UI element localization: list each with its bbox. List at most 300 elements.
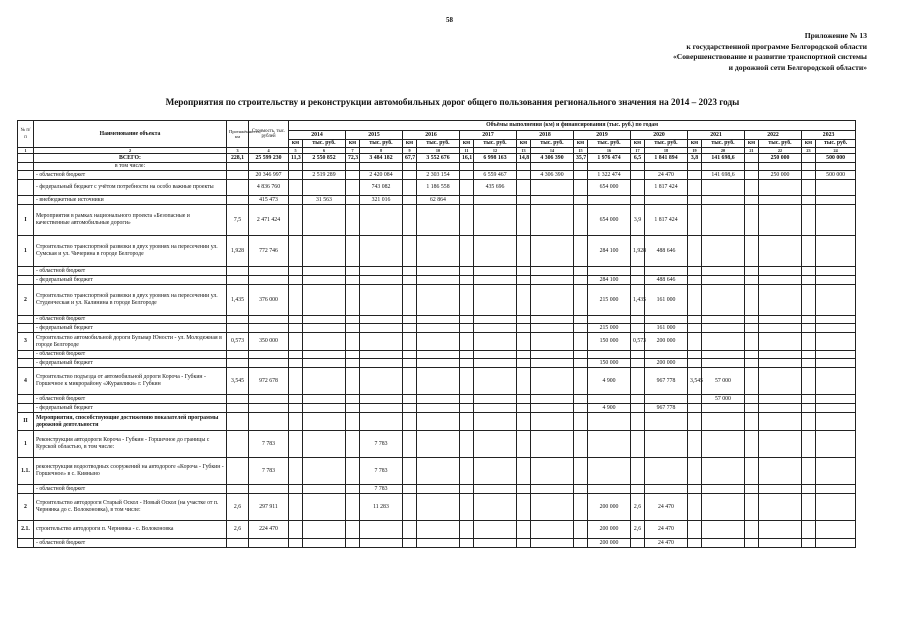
year-rub-cell [303,395,346,404]
year-rub-cell [645,163,688,171]
year-km-cell [574,413,588,431]
year-rub-cell [759,205,802,236]
year-km-cell [574,351,588,359]
year-km-cell [346,316,360,324]
year-rub-cell [702,236,745,267]
year-rub-cell [417,494,460,521]
year-rub-cell [360,316,403,324]
year-rub-cell: 1 817 424 [645,180,688,196]
cost-value: 376 000 [249,285,289,316]
year-km-cell [289,276,303,285]
year-rub-cell [588,267,631,276]
year-rub-cell [702,196,745,205]
object-name: - областной бюджет [34,395,227,404]
year-rub-cell [816,236,856,267]
year-km-cell [403,236,417,267]
length-km [227,316,249,324]
year-rub-cell [474,413,517,431]
year-rub-cell: 250 000 [759,171,802,180]
year-km-cell [289,171,303,180]
year-rub-cell [360,267,403,276]
year-km-cell [802,163,816,171]
unit-km-header: км [346,140,360,148]
object-name: - областной бюджет [34,351,227,359]
unit-km-header: км [688,140,702,148]
year-rub-cell [474,368,517,395]
year-km-cell [346,351,360,359]
year-rub-cell [702,205,745,236]
year-rub-cell: 2 420 084 [360,171,403,180]
unit-km-header: км [289,140,303,148]
row-number: 1 [18,236,34,267]
year-rub-cell [531,196,574,205]
year-rub-cell [816,267,856,276]
year-km-cell [745,494,759,521]
year-km-cell [574,494,588,521]
row-number: 1.1. [18,458,34,485]
year-km-cell [346,494,360,521]
year-km-cell [346,236,360,267]
year-rub-cell: 24 470 [645,171,688,180]
unit-km-header: км [460,140,474,148]
unit-rub-header: тыс. руб. [417,140,460,148]
row-number [18,180,34,196]
year-rub-cell [816,351,856,359]
year-rub-cell: 654 000 [588,205,631,236]
year-km-cell [403,431,417,458]
year-rub-cell: 284 100 [588,276,631,285]
year-header: 2017 [460,131,517,140]
header-length: Протяжённость, км [227,121,249,148]
year-header: 2020 [631,131,688,140]
year-header: 2022 [745,131,802,140]
year-rub-cell [531,485,574,494]
year-rub-cell [474,494,517,521]
column-number: 18 [645,148,688,154]
year-rub-cell [759,413,802,431]
unit-rub-header: тыс. руб. [759,140,802,148]
table-row [18,494,856,521]
year-km-cell [403,351,417,359]
year-rub-cell [759,395,802,404]
year-rub-cell: 1 841 894 [645,154,688,163]
year-km-cell [745,368,759,395]
year-km-cell [802,236,816,267]
year-rub-cell [531,368,574,395]
year-km-cell [688,395,702,404]
year-km-cell [346,359,360,368]
year-rub-cell [816,404,856,413]
year-km-cell [688,494,702,521]
table-row [18,404,856,413]
unit-rub-header: тыс. руб. [531,140,574,148]
year-rub-cell [759,539,802,548]
year-km-cell [289,485,303,494]
year-km-cell [403,196,417,205]
year-km-cell: 72,3 [346,154,360,163]
header-cost: Стоимость, тыс. рублей [249,121,289,148]
year-rub-cell [417,485,460,494]
year-rub-cell: 200 000 [588,539,631,548]
year-rub-cell [702,316,745,324]
year-km-cell [517,368,531,395]
year-rub-cell [303,458,346,485]
year-km-cell [631,180,645,196]
object-name: - федеральный бюджет [34,404,227,413]
year-km-cell [403,205,417,236]
year-km-cell [460,171,474,180]
year-km-cell [403,276,417,285]
year-km-cell [517,404,531,413]
year-rub-cell [360,413,403,431]
year-rub-cell [816,180,856,196]
year-rub-cell [816,458,856,485]
year-rub-cell [702,333,745,351]
year-km-cell [346,180,360,196]
year-header: 2021 [688,131,745,140]
year-rub-cell [531,395,574,404]
year-km-cell [460,333,474,351]
year-km-cell [688,276,702,285]
year-rub-cell [531,359,574,368]
year-rub-cell [474,163,517,171]
row-number [18,324,34,333]
year-rub-cell [759,521,802,539]
year-rub-cell: 57 000 [702,395,745,404]
year-km-cell [346,395,360,404]
year-rub-cell [360,163,403,171]
year-km-cell [802,431,816,458]
year-rub-cell [645,316,688,324]
year-rub-cell [531,333,574,351]
column-number: 9 [403,148,417,154]
year-km-cell [574,276,588,285]
column-number: 1 [18,148,34,154]
length-km: 3,545 [227,368,249,395]
year-km-cell [802,404,816,413]
cost-value: 415 473 [249,196,289,205]
year-rub-cell [303,539,346,548]
year-rub-cell [759,196,802,205]
year-rub-cell [474,395,517,404]
year-km-cell [346,485,360,494]
year-rub-cell [702,324,745,333]
year-rub-cell: 1 976 474 [588,154,631,163]
year-km-cell [517,324,531,333]
year-km-cell [517,163,531,171]
year-rub-cell [417,395,460,404]
year-rub-cell [531,316,574,324]
year-rub-cell [360,285,403,316]
year-km-cell [517,205,531,236]
year-rub-cell [759,359,802,368]
row-number [18,171,34,180]
length-km [227,324,249,333]
year-rub-cell [417,351,460,359]
year-rub-cell [588,458,631,485]
column-number: 13 [517,148,531,154]
year-km-cell [517,196,531,205]
year-rub-cell: 200 000 [645,333,688,351]
year-rub-cell [474,267,517,276]
year-km-cell [688,285,702,316]
year-km-cell [517,521,531,539]
year-km-cell [460,485,474,494]
year-header: 2016 [403,131,460,140]
year-km-cell [289,236,303,267]
year-km-cell [631,359,645,368]
row-number: 1 [18,431,34,458]
row-number [18,316,34,324]
cost-value [249,413,289,431]
length-km [227,180,249,196]
year-km-cell [460,276,474,285]
year-km-cell [346,205,360,236]
year-km-cell [631,276,645,285]
year-rub-cell: 4 900 [588,368,631,395]
year-km-cell [574,163,588,171]
year-rub-cell [588,316,631,324]
row-number [18,404,34,413]
unit-rub-header: тыс. руб. [702,140,745,148]
year-rub-cell: 1 322 474 [588,171,631,180]
column-number: 4 [249,148,289,154]
cost-value: 25 599 230 [249,154,289,163]
year-km-cell: 6,5 [631,154,645,163]
year-rub-cell: 284 100 [588,236,631,267]
year-km-cell [745,485,759,494]
year-rub-cell: 141 698,6 [702,171,745,180]
year-km-cell: 67,7 [403,154,417,163]
year-rub-cell [474,333,517,351]
year-rub-cell [759,276,802,285]
year-rub-cell [531,276,574,285]
unit-rub-header: тыс. руб. [303,140,346,148]
object-name: - федеральный бюджет [34,359,227,368]
year-rub-cell: 6 559 467 [474,171,517,180]
cost-value: 7 783 [249,458,289,485]
roads-table [17,120,856,548]
table-row [18,316,856,324]
year-rub-cell [531,180,574,196]
year-header: 2015 [346,131,403,140]
year-rub-cell [360,539,403,548]
year-km-cell [403,267,417,276]
year-km-cell [289,404,303,413]
year-km-cell [745,171,759,180]
unit-km-header: км [574,140,588,148]
table-row [18,359,856,368]
year-rub-cell: 200 000 [645,359,688,368]
year-rub-cell: 4 306 390 [531,154,574,163]
year-rub-cell: 2 550 852 [303,154,346,163]
table-row [18,539,856,548]
row-number: 3 [18,333,34,351]
year-km-cell [574,404,588,413]
year-rub-cell [702,485,745,494]
table-row [18,431,856,458]
year-km-cell [631,539,645,548]
year-rub-cell [816,395,856,404]
year-rub-cell: 4 900 [588,404,631,413]
year-rub-cell [588,163,631,171]
year-rub-cell [303,205,346,236]
year-rub-cell [759,324,802,333]
cost-value [249,351,289,359]
year-km-cell [802,494,816,521]
object-name: Мероприятия, способствующие достижению показателей программы дорожной деятельности [34,413,227,431]
year-km-cell [517,285,531,316]
year-km-cell [688,333,702,351]
year-km-cell [574,431,588,458]
year-rub-cell [816,359,856,368]
object-name: - областной бюджет [34,539,227,548]
row-number: II [18,413,34,431]
year-km-cell [460,521,474,539]
year-rub-cell: 3 484 182 [360,154,403,163]
year-km-cell [460,163,474,171]
year-rub-cell [531,351,574,359]
year-km-cell [460,180,474,196]
year-rub-cell [702,521,745,539]
year-km-cell [802,539,816,548]
year-rub-cell [474,236,517,267]
year-rub-cell: 11 283 [360,494,403,521]
year-rub-cell [759,180,802,196]
unit-km-header: км [517,140,531,148]
year-rub-cell [417,267,460,276]
year-km-cell [460,431,474,458]
year-km-cell [745,276,759,285]
year-km-cell [517,236,531,267]
unit-rub-header: тыс. руб. [474,140,517,148]
year-rub-cell [360,521,403,539]
year-km-cell [745,267,759,276]
year-km-cell [574,485,588,494]
year-rub-cell [474,431,517,458]
year-km-cell [346,267,360,276]
year-km-cell [289,539,303,548]
year-km-cell [688,404,702,413]
page-number: 58 [446,16,453,24]
year-km-cell [517,431,531,458]
length-km [227,458,249,485]
year-rub-cell [816,324,856,333]
year-km-cell [346,276,360,285]
year-km-cell [517,485,531,494]
year-km-cell [289,205,303,236]
unit-km-header: км [403,140,417,148]
year-km-cell: 0,573 [631,333,645,351]
year-km-cell [289,180,303,196]
column-number: 7 [346,148,360,154]
year-rub-cell [303,368,346,395]
year-rub-cell [303,180,346,196]
object-name: ВСЕГО: [34,154,227,163]
year-km-cell: 2,6 [631,521,645,539]
year-rub-cell [816,485,856,494]
length-km: 1,435 [227,285,249,316]
year-rub-cell [816,276,856,285]
object-name: Строительство автодороги Старый Оскол - Новый Оскол (на участке от п. Чернянка до с. Волоконовка), в том числе: [34,494,227,521]
year-rub-cell: 743 082 [360,180,403,196]
cost-value: 224 470 [249,521,289,539]
year-rub-cell: 57 000 [702,368,745,395]
cost-value [249,404,289,413]
length-km [227,351,249,359]
year-rub-cell [816,285,856,316]
year-rub-cell [531,267,574,276]
year-rub-cell [759,333,802,351]
year-km-cell [403,458,417,485]
year-km-cell [688,267,702,276]
object-name: - федеральный бюджет [34,276,227,285]
year-rub-cell [474,285,517,316]
column-number: 10 [417,148,460,154]
year-km-cell [745,413,759,431]
year-rub-cell: 654 000 [588,180,631,196]
year-rub-cell [303,521,346,539]
year-km-cell [802,196,816,205]
year-rub-cell: 2 303 154 [417,171,460,180]
appendix-note [637,31,867,73]
row-number: 2.1. [18,521,34,539]
year-km-cell [289,267,303,276]
table-row [18,276,856,285]
year-rub-cell [303,431,346,458]
year-rub-cell [759,351,802,359]
year-km-cell [802,485,816,494]
object-name: Реконструкция автодороги Короча - Губкин - Горшечное до границы с Курской областью, в том числе: [34,431,227,458]
unit-km-header: км [745,140,759,148]
object-name: - федеральный бюджет [34,324,227,333]
column-number: 6 [303,148,346,154]
year-rub-cell: 62 864 [417,196,460,205]
table-row [18,458,856,485]
length-km [227,413,249,431]
year-km-cell [745,458,759,485]
year-km-cell [517,351,531,359]
year-km-cell [403,359,417,368]
year-km-cell [574,180,588,196]
year-rub-cell [645,485,688,494]
year-km-cell [289,521,303,539]
year-km-cell [403,171,417,180]
year-rub-cell [531,494,574,521]
year-km-cell [631,431,645,458]
year-km-cell [802,458,816,485]
row-number [18,485,34,494]
cost-value [249,163,289,171]
year-rub-cell [702,285,745,316]
table-row [18,413,856,431]
column-number: 8 [360,148,403,154]
year-rub-cell: 7 783 [360,458,403,485]
year-rub-cell [588,485,631,494]
year-rub-cell [759,267,802,276]
year-km-cell [631,395,645,404]
year-rub-cell [417,324,460,333]
year-km-cell [688,236,702,267]
year-rub-cell [531,285,574,316]
year-rub-cell [531,404,574,413]
year-rub-cell [474,485,517,494]
year-km-cell [289,333,303,351]
year-rub-cell: 4 306 390 [531,171,574,180]
year-rub-cell: 500 000 [816,171,856,180]
length-km [227,395,249,404]
year-km-cell [688,351,702,359]
